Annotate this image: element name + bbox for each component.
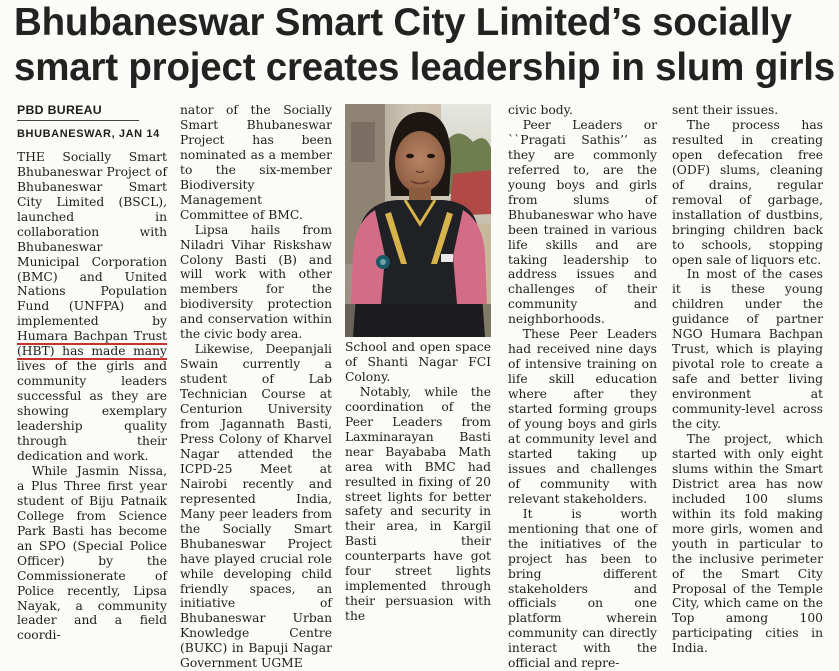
paragraph: Peer Leaders or ``Pragati Sathis’’ as they are commonly referred to, are the young boys and girls from slums of Bhubaneswar who have been trained in various life skills and are taking leadership to address issues and challenges of their community and neighborhoods.: [508, 117, 657, 327]
paragraph: Lipsa hails from Niladri Vihar Riskshaw Colony Basti (B) and will work with other members for the biodiversity protection and conservation within the civic body area.: [180, 222, 332, 342]
paragraph: civic body.: [508, 103, 573, 117]
headline-line-1: Bhubaneswar Smart City Limited’s socially: [14, 1, 792, 44]
column-4: [508, 103, 657, 671]
byline: PBD BUREAU: [17, 103, 102, 117]
paragraph: Notably, while the coordination of the Peer Leaders from Laxminarayan Basti near Bayababa Math area with BMC had resulted in fixing of 20 street lights for better safety and security in their area, in Kargil Basti their counterparts have got four street lights implemented through their persuasion with the: [345, 384, 491, 624]
headline: [14, 0, 836, 90]
column-3: [345, 340, 491, 624]
paragraph: The process has resulted in creating open defecation free (ODF) slums, cleaning of drains, regular removal of garbage, installation of dustbins, bringing children back to schools, stopping open sale of liquors etc.: [672, 117, 823, 267]
paragraph: It is worth mentioning that one of the initiatives of the project has been to bring different stakeholders and officials on one platform wherein community can directly interact with the official and repre-: [508, 506, 657, 671]
byline-rule: [17, 120, 139, 121]
dateline: BHUBANESWAR, JAN 14: [17, 127, 160, 140]
paragraph: While Jasmin Nissa, a Plus Three first year student of Biju Patnaik College from Science Park Basti has become an SPO (Special Police Officer) by the Commissionerate of Police recently, Lipsa Nayak, a community leader and a field coordi-: [17, 463, 167, 643]
column-5: [672, 103, 823, 656]
paragraph: sent their issues.: [672, 103, 779, 117]
highlighted-text: Humara Bachpan Trust (HBT) has made many: [17, 329, 167, 359]
headline-line-2: smart project creates leadership in slum girls: [14, 46, 836, 89]
paragraph: Likewise, Deepanjali Swain currently a student of Lab Technician Course at Centurion University from Jagannath Basti, Press Colony of Kharvel Nagar attended the ICPD-25 Meet at Nairobi recently and represented India, Many peer leaders from the Socially Smart Bhubaneswar Project have played crucial role while developing child friendly spaces, an initiative of Bhubaneswar Urban Knowledge Centre (BUKC) in Bapuji Nagar Government UGME: [180, 342, 332, 671]
column-1: [17, 103, 167, 643]
paragraph: nator of the Socially Smart Bhubaneswar Project has been nominated as a member to the six-member Biodiversity Management Committee of BMC.: [180, 103, 332, 222]
paragraph: School and open space of Shanti Nagar FCI Colony.: [345, 340, 491, 384]
paragraph-text: THE Socially Smart Bhubaneswar Project of Bhubaneswar Smart City Limited (BSCL), launched in collaboration with Bhubaneswar Municipal Corporation (BMC) and United Nations Population Fund (UNFPA) and implemented by: [17, 149, 167, 329]
photo-girl-portrait: [345, 104, 491, 337]
paragraph: [17, 150, 167, 464]
paragraph-text: lives of the girls and community leaders successful as they are showing exemplary leadership quality through their dedication and work.: [17, 359, 167, 463]
paragraph: In most of the cases it is these young children under the guidance of partner NGO Humara Bachpan Trust, which is playing pivotal role to create a safe and better living environment at community-level across the city.: [672, 267, 823, 432]
paragraph: The project, which started with only eight slums within the Smart District area has now included 100 slums within its fold making more girls, women and youth in particular to the inclusive perimeter of the Smart City Proposal of the Temple City, which came on the Top among 100 participating cities in India.: [672, 431, 823, 656]
paragraph: These Peer Leaders had received nine days of intensive training on life skill education where after they started forming groups of young boys and girls at community level and started taking up issues and challenges of community with relevant stakeholders.: [508, 327, 657, 506]
column-2: [180, 103, 332, 671]
